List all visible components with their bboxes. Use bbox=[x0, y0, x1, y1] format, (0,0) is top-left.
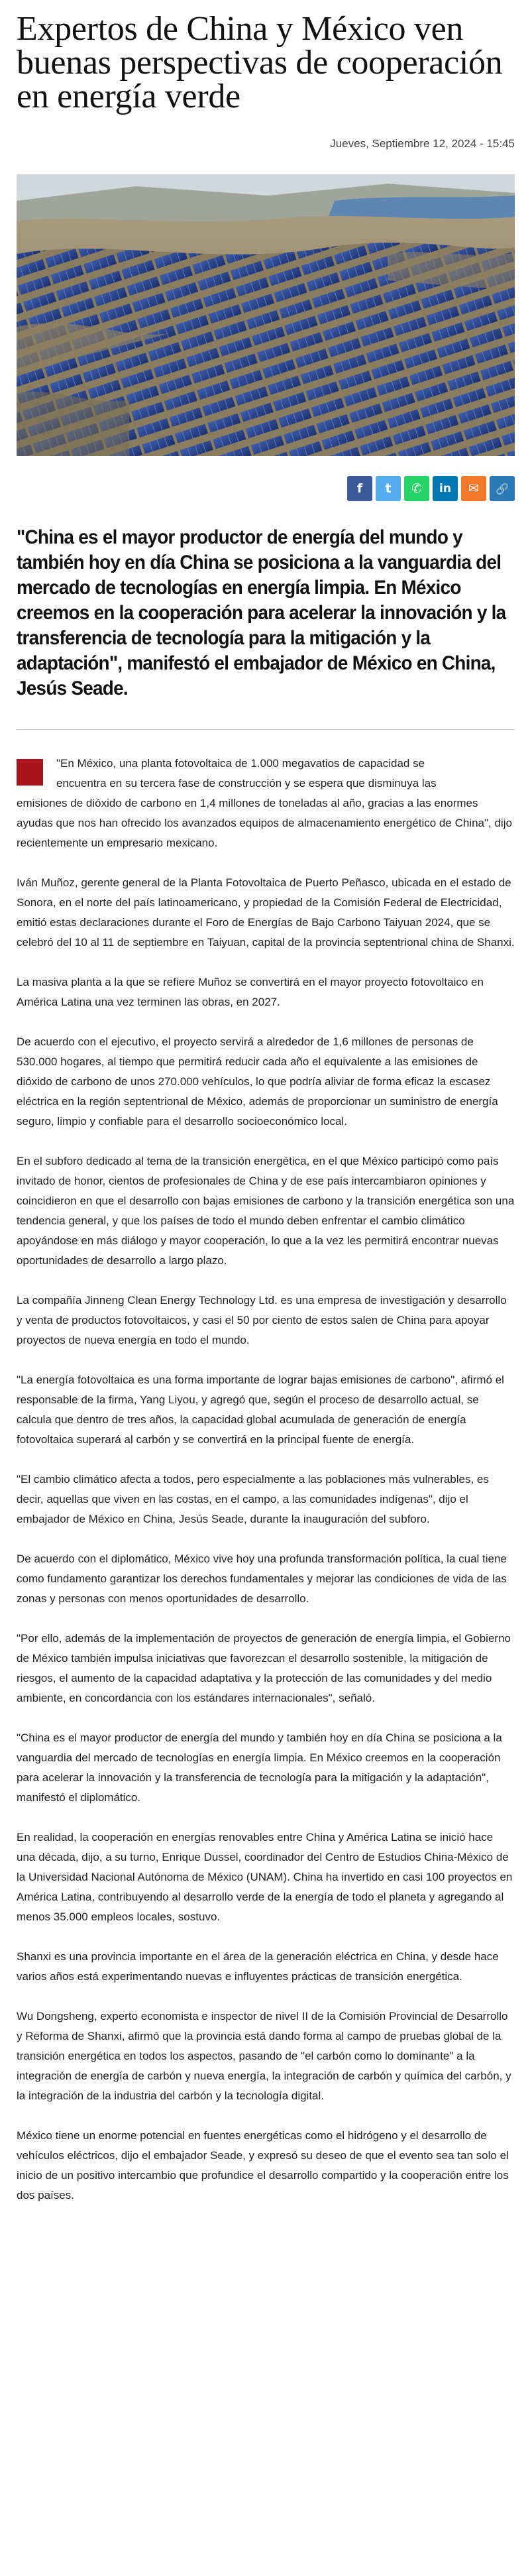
article-body bbox=[17, 754, 515, 2205]
article-paragraph: Shanxi es una provincia importante en el área de la generación eléctrica en China, y desde hace varios años está experimentando nuevas e influyentes prácticas de transición energética. bbox=[17, 1950, 499, 1983]
email-icon: ✉ bbox=[468, 481, 479, 496]
article-paragraph: De acuerdo con el ejecutivo, el proyecto servirá a alrededor de 1,6 millones de personas de 530.000 hogares, al tiempo que permitirá reducir cada año el equivalente a las emisiones de dióxido de carbono de unos 270.000 vehículos, lo que podría aliviar de forma eficaz la escasez eléctrica en la región septentrional de México, además de proporcionar un suministro de energía seguro, limpio y confiable para el desarrollo socioeconómico local. bbox=[17, 1035, 498, 1128]
whatsapp-share-button[interactable] bbox=[404, 476, 429, 501]
link-icon: 🔗 bbox=[496, 482, 509, 495]
whatsapp-icon: ✆ bbox=[411, 481, 422, 496]
share-bar bbox=[17, 476, 515, 502]
linkedin-share-button[interactable] bbox=[433, 476, 458, 501]
article-title: Expertos de China y México ven buenas perspectivas de cooperación en energía verde bbox=[17, 10, 503, 115]
article-paragraph: De acuerdo con el diplomático, México vive hoy una profunda transformación política, la cual tiene como fundamento garantizar los derechos fundamentales y mejorar las condiciones de vida de las zonas y personas con menos oportunidades de desarrollo. bbox=[17, 1552, 507, 1605]
facebook-share-button[interactable] bbox=[347, 476, 372, 501]
article-paragraph: "China es el mayor productor de energía del mundo y también hoy en día China se posiciona a la vanguardia del mercado de tecnologías en energía limpia. En México creemos en la cooperación para acelerar la innovación y la transferencia de tecnología para la mitigación y la adaptación", manifestó el diplomático. bbox=[17, 1731, 502, 1804]
article-lead: "China es el mayor productor de energía del mundo y también hoy en día China se posiciona a la vanguardia del mercado de tecnologías en energía limpia. En México creemos en la cooperación para acelerar la innovación y la transferencia de tecnología para la mitigación y la adaptación", manifestó el embajador de México en China, Jesús Seade. bbox=[17, 526, 506, 699]
article-paragraph: En el subforo dedicado al tema de la transición energética, en el que México participó como país invitado de honor, cientos de profesionales de China y de ese país intercambiaron opiniones y coincidieron en que el desarrollo con bajas emisiones de carbono y la transición energética son una tendencia general, y que los países de todo el mundo deben enfrentar el cambio climático apoyándose en más diálogo y mayor cooperación, lo que a la vez les permitirá encontrar nuevas oportunidades de desarrollo a largo plazo. bbox=[17, 1155, 515, 1267]
article bbox=[17, 0, 515, 2225]
hero-image bbox=[17, 174, 515, 456]
article-paragraph: México tiene un enorme potencial en fuentes energéticas como el hidrógeno y el desarrollo de vehículos eléctricos, dijo el embajador Seade, y expresó su deseo de que el evento sea tan solo el inicio de un positivo intercambio que profundice el desarrollo compartido y la cooperación entre los dos países. bbox=[17, 2129, 509, 2201]
linkedin-icon: in bbox=[439, 482, 451, 495]
twitter-share-button[interactable] bbox=[376, 476, 401, 501]
article-paragraph: La compañía Jinneng Clean Energy Technology Ltd. es una empresa de investigación y desarrollo y venta de productos fotovoltaicos, y casi el 50 por ciento de estos salen de China para apoyar proyectos de nueva energía en todo el mundo. bbox=[17, 1294, 507, 1346]
copy-link-button[interactable] bbox=[490, 476, 515, 501]
divider bbox=[17, 729, 515, 730]
article-paragraph: "Por ello, además de la implementación de proyectos de generación de energía limpia, el Gobierno de México también impulsa iniciativas que favorezcan el desarrollo sostenible, la mitigación de riesgos, el aumento de la capacidad adaptativa y la protección de las comunidades y del medio ambiente, en concordancia con los estándares internacionales", señaló. bbox=[17, 1632, 511, 1704]
red-marker-icon bbox=[17, 759, 43, 786]
article-paragraph: "El cambio climático afecta a todos, pero especialmente a las poblaciones más vulnerables, es decir, aquellas que viven en las costas, en el campo, a las comunidades indígenas", dijo el embajador de México en China, Jesús Seade, durante la inauguración del subforo. bbox=[17, 1473, 489, 1525]
article-paragraph: "En México, una planta fotovoltaica de 1.000 megavatios de capacidad se encuentra en su tercera fase de construcción y se espera que disminuya las emisiones de dióxido de carbono en 1,4 millones de toneladas al año, gracias a las enormes ayudas que nos han ofrecido los avanzados equipos de almacenamiento energético de China", dijo recientemente un empresario mexicano. bbox=[17, 757, 512, 849]
article-paragraph: La masiva planta a la que se refiere Muñoz se convertirá en el mayor proyecto fotovoltaico en América Latina una vez terminen las obras, en 2027. bbox=[17, 976, 484, 1008]
email-share-button[interactable] bbox=[461, 476, 486, 501]
article-paragraph: Iván Muñoz, gerente general de la Planta Fotovoltaica de Puerto Peñasco, ubicada en el estado de Sonora, en el norte del país latinoamericano, y propiedad de la Comisión Federal de Electricidad, emitió estas declaraciones durante el Foro de Energías de Bajo Carbono Taiyuan 2024, que se celebró del 10 al 11 de septiembre en Taiyuan, capital de la provincia septentrional china de Shanxi. bbox=[17, 876, 515, 949]
article-paragraph: "La energía fotovoltaica es una forma importante de lograr bajas emisiones de carbono", afirmó el responsable de la firma, Yang Liyou, y agregó que, según el proceso de desarrollo actual, se calcula que dentro de tres años, la capacidad global acumulada de generación de energía fotovoltaica superará al carbón y se convertirá en la principal fuente de energía. bbox=[17, 1374, 504, 1446]
facebook-icon: f bbox=[356, 481, 363, 496]
twitter-icon: t bbox=[385, 481, 392, 496]
article-date: Jueves, Septiembre 12, 2024 - 15:45 bbox=[330, 137, 515, 150]
article-paragraph: Wu Dongsheng, experto economista e inspector de nivel II de la Comisión Provincial de Desarrollo y Reforma de Shanxi, afirmó que la provincia está dando forma al campo de pruebas global de la transición energética en todos los aspectos, pasando de "el carbón como lo dominante" a la integración de energía de carbón y nueva energía, la integración de carbón y química del carbón, y la integración de la industria del carbón y la tecnología digital. bbox=[17, 2010, 511, 2102]
article-paragraph: En realidad, la cooperación en energías renovables entre China y América Latina se inició hace una década, dijo, a su turno, Enrique Dussel, coordinador del Centro de Estudios China-México de la Universidad Nacional Autónoma de México (UNAM). China ha invertido en casi 100 proyectos en América Latina, contribuyendo al desarrollo verde de la energía de todo el planeta y agregando al menos 35.000 empleos locales, sostuvo. bbox=[17, 1831, 513, 1923]
